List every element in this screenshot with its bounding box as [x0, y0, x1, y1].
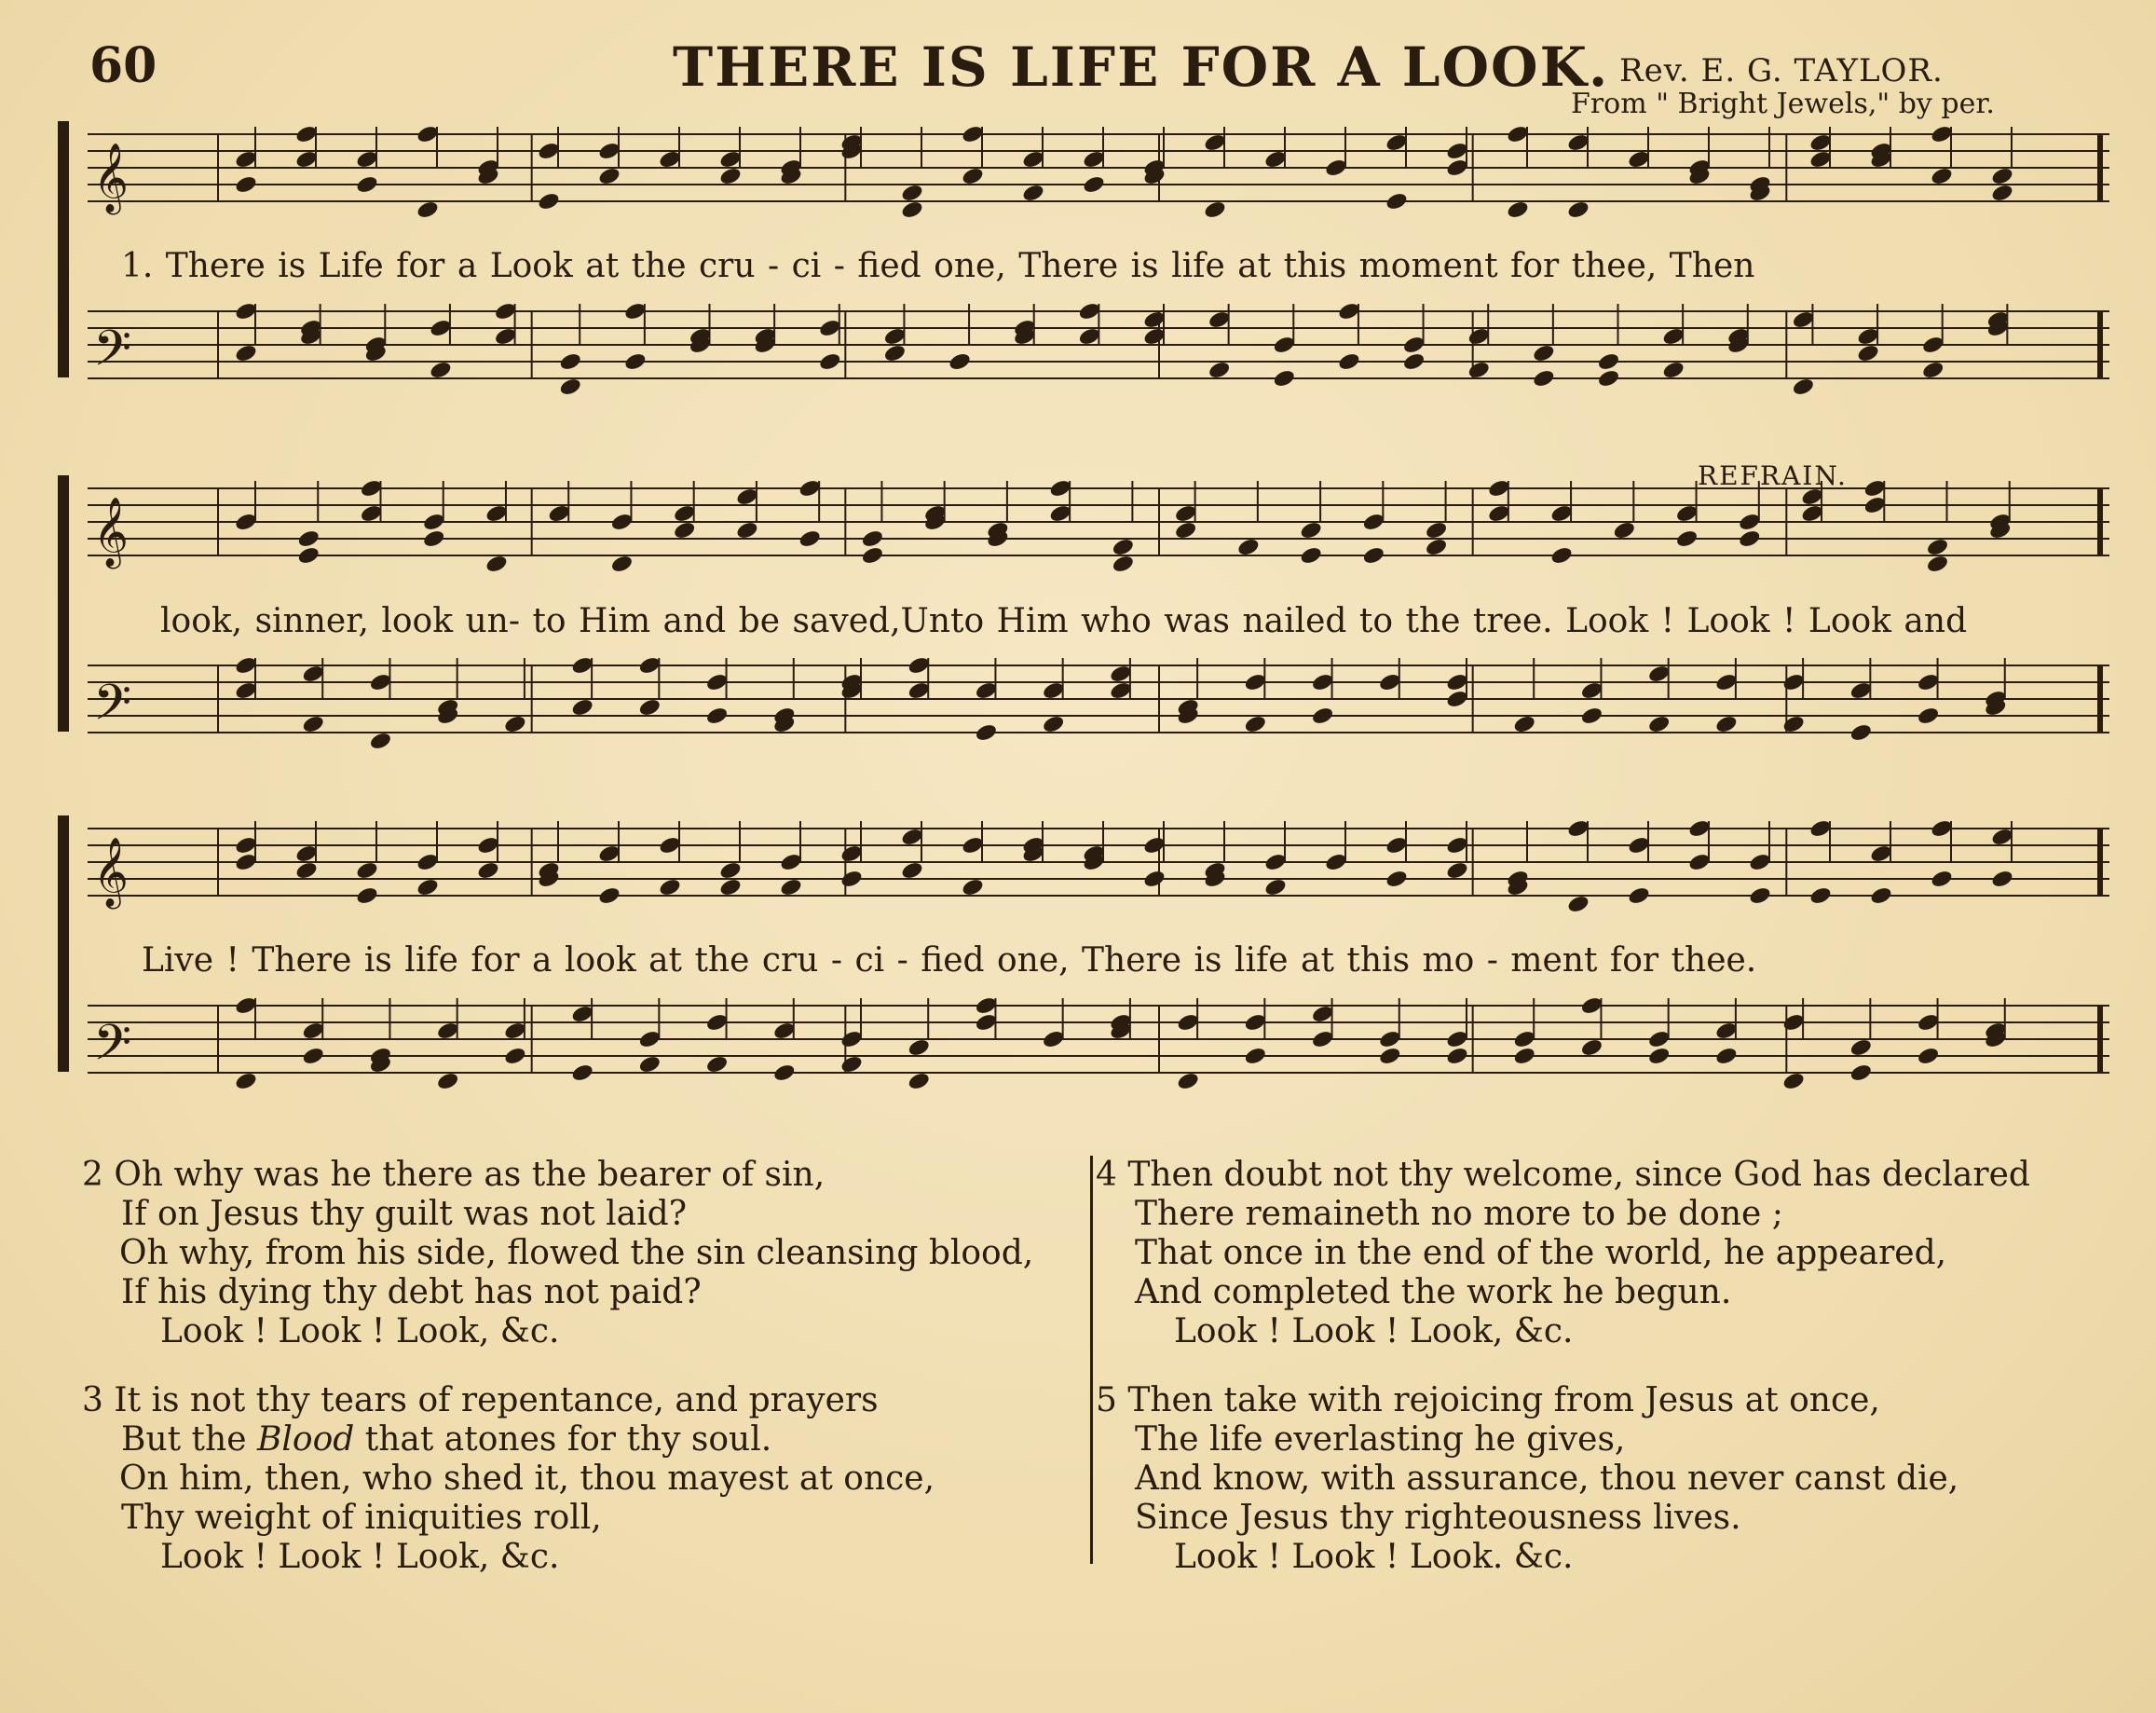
verse-line: There remaineth no more to be done ; — [1135, 1195, 1783, 1233]
note-head — [355, 174, 379, 195]
note-head — [610, 554, 635, 574]
note-head — [818, 351, 842, 372]
system-brace — [58, 475, 69, 732]
treble-staff — [88, 121, 2109, 224]
note-head — [1337, 351, 1361, 372]
bass-staff — [88, 298, 2109, 401]
note-head — [1930, 869, 1954, 889]
note-head — [296, 528, 321, 549]
author-credit: Rev. E. G. TAYLOR. — [1619, 52, 1944, 89]
note-head — [1111, 537, 1135, 557]
note-head — [1781, 1071, 1806, 1091]
note-head — [1425, 520, 1449, 541]
note-head — [234, 343, 258, 363]
note-head — [975, 722, 999, 743]
treble-clef-icon: 𝄞 — [93, 498, 129, 567]
treble-clef-icon: 𝄞 — [93, 838, 129, 907]
verse-line: Look ! Look ! Look, &c. — [160, 1312, 560, 1350]
note-head — [476, 860, 500, 881]
treble-clef-icon: 𝄞 — [93, 144, 129, 212]
verse-line: Look ! Look ! Look, &c. — [160, 1538, 560, 1576]
note-head — [1425, 537, 1449, 557]
note-head — [355, 860, 379, 881]
hymn-title: THERE IS LIFE FOR A LOOK. — [673, 35, 1610, 99]
note-head — [735, 520, 759, 541]
refrain-label: REFRAIN. — [1698, 460, 1848, 491]
note-head — [1111, 554, 1135, 574]
note-head — [1378, 1046, 1402, 1066]
page-number: 60 — [89, 37, 157, 94]
verse-line: The life everlasting he gives, — [1135, 1420, 1626, 1459]
note-head — [1597, 368, 1621, 389]
note-head — [570, 697, 594, 718]
source-credit: From " Bright Jewels," by per. — [1571, 88, 1995, 120]
note-head — [503, 1046, 527, 1066]
note-head — [1445, 1046, 1469, 1066]
note-head — [1549, 545, 1574, 566]
note-head — [1917, 706, 1941, 726]
verse-2 — [82, 1156, 1033, 1351]
verse-line: Look ! Look ! Look. &c. — [1174, 1538, 1574, 1576]
verse-line: 2 Oh why was he there as the bearer of sin, — [82, 1156, 826, 1194]
note-head — [429, 360, 453, 380]
note-head — [1506, 199, 1530, 220]
note-head — [1792, 377, 1816, 397]
verse-line: Look ! Look ! Look, &c. — [1174, 1312, 1574, 1350]
note-head — [294, 860, 319, 881]
note-head — [839, 1054, 864, 1075]
note-head — [718, 860, 743, 881]
note-head — [1174, 520, 1198, 541]
note-head — [1926, 554, 1950, 574]
bass-clef-icon: 𝄢 — [93, 321, 132, 390]
note-head — [1849, 722, 1873, 743]
note-head — [1042, 714, 1066, 734]
note-head — [537, 191, 561, 212]
note-head — [1385, 869, 1409, 889]
lyric-line-3: Live ! There is life for a look at the cru - ci - fied one, There is life at this mo - ment for thee. — [142, 941, 1757, 980]
note-head — [355, 885, 379, 906]
note-head — [658, 877, 682, 898]
verse-line: Oh why, from his side, flowed the sin cleansing blood, — [119, 1234, 1034, 1272]
treble-staff — [88, 815, 2109, 918]
note-head — [558, 351, 582, 372]
verse-3 — [82, 1381, 935, 1577]
note-head — [1263, 877, 1288, 898]
note-head — [1402, 351, 1426, 372]
note-head — [422, 528, 446, 549]
bass-staff — [88, 993, 2109, 1095]
note-head — [718, 877, 743, 898]
note-head — [961, 877, 985, 898]
note-head — [637, 1054, 662, 1075]
music-system-1 — [58, 121, 2108, 390]
note-head — [900, 183, 924, 203]
note-head — [900, 860, 924, 881]
note-head — [484, 554, 509, 574]
note-head — [416, 199, 440, 220]
note-head — [948, 351, 972, 372]
verse-5 — [1096, 1381, 1958, 1577]
lyric-line-2: look, sinner, look un- to Him and be saved,Unto Him who was nailed to the tree. Look ! Look ! Look and — [160, 602, 1968, 640]
verse-line: Since Jesus thy righteousness lives. — [1135, 1499, 1741, 1537]
lyric-line-1: 1. There is Life for a Look at the cru - ci - fied one, There is life at this moment for thee, Then — [121, 247, 1755, 285]
note-head — [1532, 368, 1556, 389]
note-head — [1990, 869, 2014, 889]
note-head — [1597, 351, 1621, 372]
note-head — [1082, 174, 1106, 195]
note-head — [1738, 528, 1762, 549]
note-head — [1580, 1037, 1604, 1058]
verse-line: If on Jesus thy guilt was not laid? — [121, 1195, 688, 1233]
note-head — [1990, 183, 2014, 203]
verse-line: Thy weight of iniquities roll, — [121, 1499, 602, 1537]
note-head — [705, 706, 730, 726]
note-head — [1647, 714, 1672, 734]
note-head — [1856, 343, 1880, 363]
note-head — [1612, 520, 1636, 541]
system-brace — [58, 815, 69, 1072]
note-head — [705, 1054, 730, 1075]
note-head — [1781, 714, 1806, 734]
note-head — [1512, 714, 1536, 734]
bass-clef-icon: 𝄢 — [93, 675, 132, 744]
note-head — [1849, 1037, 1873, 1058]
note-head — [900, 199, 924, 220]
note-head — [436, 1071, 460, 1091]
note-head — [416, 877, 440, 898]
note-head — [673, 520, 697, 541]
note-head — [907, 1071, 931, 1091]
note-head — [1566, 894, 1590, 914]
note-head — [1926, 537, 1950, 557]
verse-line: 3 It is not thy tears of repentance, and prayers — [82, 1381, 879, 1419]
note-head — [1311, 706, 1335, 726]
note-head — [637, 697, 662, 718]
note-head — [1208, 360, 1232, 380]
note-head — [1021, 183, 1045, 203]
note-head — [779, 877, 803, 898]
note-head — [570, 1062, 594, 1083]
note-head — [1299, 545, 1323, 566]
verse-line: If his dying thy debt has not paid? — [121, 1273, 702, 1311]
note-head — [1714, 1046, 1739, 1066]
note-head — [1580, 706, 1604, 726]
note-head — [860, 545, 884, 566]
note-head — [558, 377, 582, 397]
emphasis-blood: Blood — [256, 1420, 355, 1459]
note-head — [1176, 1071, 1200, 1091]
note-head — [1385, 191, 1409, 212]
note-head — [1917, 1046, 1941, 1066]
music-system-2 — [58, 460, 2108, 744]
note-head — [839, 869, 864, 889]
note-head — [597, 166, 621, 186]
note-head — [623, 351, 648, 372]
note-head — [1675, 528, 1699, 549]
verse-4 — [1096, 1156, 2030, 1351]
note-head — [1445, 860, 1469, 881]
note-head — [1808, 885, 1833, 906]
note-head — [597, 885, 621, 906]
verse-line: 4 Then doubt not thy welcome, since God has declared — [1096, 1156, 2030, 1194]
note-head — [772, 1062, 797, 1083]
note-head — [296, 545, 321, 566]
note-head — [1921, 360, 1945, 380]
note-head — [1566, 199, 1590, 220]
note-head — [1361, 545, 1385, 566]
note-head — [503, 714, 527, 734]
note-head — [1243, 1046, 1267, 1066]
verse-line: That once in the end of the world, he appeared, — [1135, 1234, 1947, 1272]
note-head — [1990, 166, 2014, 186]
bass-clef-icon: 𝄢 — [93, 1015, 132, 1084]
verse-line: 5 Then take with rejoicing from Jesus at once, — [1096, 1381, 1880, 1419]
note-head — [798, 528, 822, 549]
note-head — [1748, 885, 1772, 906]
note-head — [369, 731, 393, 751]
note-head — [1142, 869, 1167, 889]
note-head — [907, 1037, 931, 1058]
verse-line: But the Blood that atones for thy soul. — [121, 1420, 772, 1459]
note-head — [234, 1071, 258, 1091]
bass-staff — [88, 652, 2109, 755]
note-head — [1647, 1046, 1672, 1066]
note-head — [1930, 166, 1954, 186]
column-divider — [1090, 1156, 1093, 1564]
note-head — [301, 714, 325, 734]
note-head — [883, 343, 907, 363]
system-brace — [58, 121, 69, 377]
note-head — [1203, 199, 1227, 220]
note-head — [860, 528, 884, 549]
music-system-3 — [58, 815, 2108, 1084]
note-head — [961, 166, 985, 186]
note-head — [1869, 885, 1893, 906]
verse-line: And know, with assurance, thou never canst die, — [1135, 1459, 1959, 1498]
note-head — [1627, 885, 1651, 906]
verse-line: On him, then, who shed it, thou mayest at once, — [119, 1459, 935, 1498]
note-head — [1243, 714, 1267, 734]
note-head — [1272, 368, 1296, 389]
note-head — [1512, 1046, 1536, 1066]
note-head — [1467, 360, 1491, 380]
note-head — [1532, 343, 1556, 363]
note-head — [301, 1046, 325, 1066]
note-head — [234, 174, 258, 195]
note-head — [1849, 1062, 1873, 1083]
note-head — [1299, 520, 1323, 541]
note-head — [718, 166, 743, 186]
verse-line: And completed the work he begun. — [1135, 1273, 1732, 1311]
note-head — [1714, 714, 1739, 734]
note-head — [1661, 360, 1685, 380]
note-head — [1236, 537, 1261, 557]
